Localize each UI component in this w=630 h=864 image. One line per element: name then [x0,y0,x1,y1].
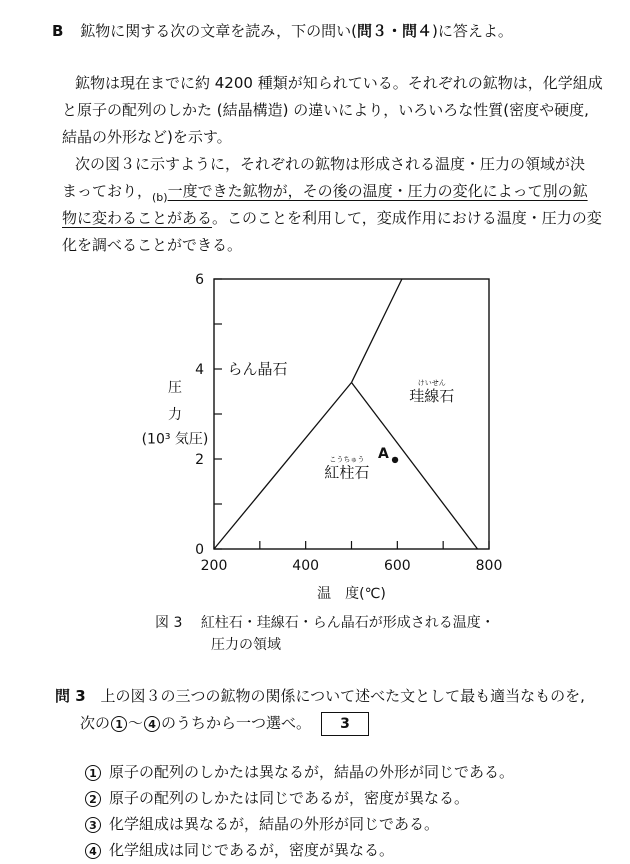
question-text-2a: 次の [80,714,111,732]
x-axis-label: 温 度(℃) [317,586,386,600]
y-tick-label: 0 [195,542,204,558]
passage-p2-line2-start: まっており， [62,182,153,200]
region-label: らん晶石 [227,360,288,378]
question-label: 問 3 [55,687,86,705]
y-axis-label: (10³ 気圧) [141,431,209,448]
option-number: 3 [85,817,101,833]
answer-box[interactable]: 3 [321,712,369,736]
question-sep: ～ [128,714,144,732]
y-axis-label: 圧 [168,380,182,396]
passage-p2-line4: 化を調べることができる。 [62,236,243,254]
option-4[interactable] [85,837,394,864]
section-intro: 鉱物に関する次の文章を読み，下の問い( [80,22,357,40]
region-label: 珪線石 [409,387,455,405]
option-number: 2 [85,791,101,807]
point-label: A [378,445,389,462]
region-ruby: けいせん [417,379,446,387]
passage-underlined-1: 一度できた鉱物が，その後の温度・圧力の変化によって別の鉱 [167,182,588,200]
option-number: 1 [85,765,101,781]
option-ref-1: 1 [111,716,127,732]
passage-p1-line2: と原子の配列のしかた (結晶構造) の違いにより，いろいろな性質(密度や硬度, [62,101,589,119]
plot-frame [214,279,489,549]
y-tick-label: 2 [195,452,204,468]
phase-boundary [352,383,478,550]
passage-underlined-2: 物に変わることがある [62,209,213,227]
x-tick-label: 600 [383,558,411,574]
option-text: 化学組成は異なるが，結晶の外形が同じである。 [109,815,440,833]
option-text: 原子の配列のしかたは同じであるが，密度が異なる。 [109,789,470,807]
option-ref-4: 4 [144,716,160,732]
section-letter: B [52,22,64,40]
question-text-2b: のうちから一つ選べ。 [161,714,312,732]
region-ruby: こうちゅう [329,455,365,464]
option-text: 原子の配列のしかたは異なるが，結晶の外形が同じである。 [109,763,515,781]
option-1[interactable] [85,759,514,786]
option-number: 4 [85,843,101,859]
underline-marker: (b) [152,191,168,204]
x-tick-label: 800 [475,558,503,574]
passage-p2-line3 [62,205,602,232]
caption-line2: 圧力の領域 [211,637,281,653]
phase-boundary [352,279,402,383]
caption-number: 図 3 [155,615,183,631]
point-marker [392,457,398,463]
question-line1 [55,683,585,710]
y-tick-label: 4 [195,362,204,378]
question-text-1: 上の図３の三つの鉱物の関係について述べた文として最も適当なものを, [100,687,585,705]
section-heading [52,18,513,45]
plot-area [142,272,503,600]
passage-p2-line3-rest: 。このことを利用して，変成作用における温度・圧力の変 [212,209,602,227]
passage-p1-line3: 結晶の外形など)を示す。 [62,128,232,146]
option-3[interactable] [85,811,439,838]
phase-diagram [0,260,630,600]
question-line2 [80,710,369,737]
x-tick-label: 400 [292,558,320,574]
passage-p2-line1: 次の図３に示すように，それぞれの鉱物は形成される温度・圧力の領域が決 [75,155,586,173]
passage-p1-line1: 鉱物は現在までに約 4200 種類が知られている。それぞれの鉱物は，化学組成 [75,74,603,92]
section-intro-bold: 問３・問４ [356,22,432,40]
figure-caption [155,612,495,634]
option-2[interactable] [85,785,469,812]
option-text: 化学組成は同じであるが，密度が異なる。 [109,841,395,859]
caption-line1: 紅柱石・珪線石・らん晶石が形成される温度・ [200,615,495,631]
y-tick-label: 6 [195,272,204,288]
region-label: 紅柱石 [324,463,370,482]
passage-p2-line2 [62,178,588,205]
section-intro-end: )に答えよ。 [432,22,513,40]
y-axis-label: 力 [168,407,182,423]
x-tick-label: 200 [200,558,228,574]
